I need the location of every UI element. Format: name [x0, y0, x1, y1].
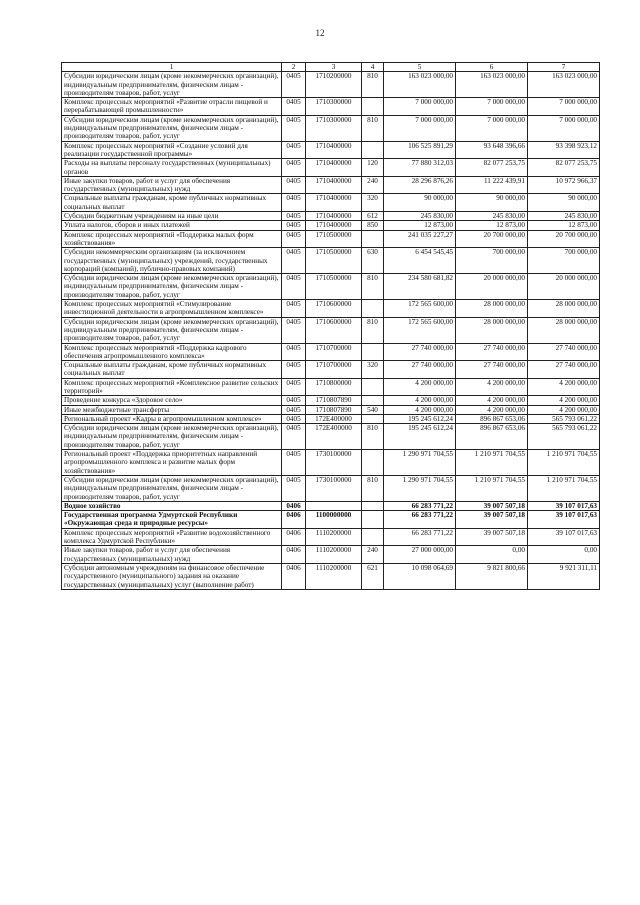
cell-y2: 896 867 653,06: [456, 414, 528, 423]
cell-y3: 163 023 000,00: [528, 72, 600, 98]
cell-y1: 10 098 064,69: [384, 563, 456, 589]
cell-csr: 1710807890: [306, 396, 362, 405]
cell-y3: 7 000 000,00: [528, 98, 600, 116]
cell-name: Субсидии юридическим лицам (кроме некоммерческих организаций), индивидуальным предпринимателям, физическим лицам - производителям товаров, работ, услуг: [62, 424, 282, 450]
cell-vr: [362, 98, 384, 116]
cell-sec: 0405: [282, 405, 306, 414]
cell-name: Водное хозяйство: [62, 501, 282, 510]
cell-name: Иные межбюджетные трансферты: [62, 405, 282, 414]
cell-y1: 1 290 971 704,55: [384, 475, 456, 501]
cell-name: Комплекс процессных мероприятий «Стимулирование инвестиционной деятельности в агропромышленном комплексе»: [62, 300, 282, 318]
cell-y3: 39 107 017,63: [528, 511, 600, 529]
cell-y1: 4 200 000,00: [384, 405, 456, 414]
cell-csr: 1710400000: [306, 194, 362, 212]
cell-y3: 20 000 000,00: [528, 274, 600, 300]
cell-name: Социальные выплаты гражданам, кроме публичных нормативных социальных выплат: [62, 361, 282, 379]
cell-vr: [362, 230, 384, 248]
cell-y2: 93 648 396,66: [456, 141, 528, 159]
header-row: [62, 63, 600, 72]
cell-y1: 27 740 000,00: [384, 361, 456, 379]
table-row: [62, 546, 600, 564]
cell-vr: 810: [362, 115, 384, 141]
table-row: [62, 98, 600, 116]
cell-y1: 7 000 000,00: [384, 98, 456, 116]
cell-sec: 0405: [282, 317, 306, 343]
cell-y1: 4 200 000,00: [384, 396, 456, 405]
cell-csr: 1710600000: [306, 300, 362, 318]
cell-y1: 6 454 545,45: [384, 248, 456, 274]
cell-vr: 320: [362, 361, 384, 379]
cell-sec: 0406: [282, 546, 306, 564]
cell-y2: 245 830,00: [456, 212, 528, 221]
cell-y2: 90 000,00: [456, 194, 528, 212]
cell-csr: 1710500000: [306, 230, 362, 248]
cell-y3: 20 700 000,00: [528, 230, 600, 248]
cell-y3: 1 210 971 704,55: [528, 450, 600, 476]
cell-csr: 172E400000: [306, 424, 362, 450]
cell-sec: 0405: [282, 274, 306, 300]
cell-y2: 4 200 000,00: [456, 378, 528, 396]
cell-sec: 0406: [282, 563, 306, 589]
cell-vr: [362, 528, 384, 546]
table-row: [62, 212, 600, 221]
cell-y1: 172 565 600,00: [384, 300, 456, 318]
cell-csr: 1710500000: [306, 248, 362, 274]
cell-csr: 1710800000: [306, 378, 362, 396]
cell-name: Иные закупки товаров, работ и услуг для обеспечения государственных (муниципальных) нужд: [62, 546, 282, 564]
cell-y3: 39 107 017,63: [528, 501, 600, 510]
cell-vr: 240: [362, 546, 384, 564]
cell-vr: 120: [362, 159, 384, 177]
cell-y2: 11 222 439,91: [456, 176, 528, 194]
table-row: [62, 396, 600, 405]
cell-csr: 1710700000: [306, 361, 362, 379]
cell-name: Социальные выплаты гражданам, кроме публичных нормативных социальных выплат: [62, 194, 282, 212]
table-row: [62, 159, 600, 177]
cell-name: Государственная программа Удмуртской Республики «Окружающая среда и природные ресурсы»: [62, 511, 282, 529]
cell-y1: 195 245 612,24: [384, 424, 456, 450]
cell-vr: [362, 396, 384, 405]
cell-vr: 540: [362, 405, 384, 414]
cell-y2: 896 867 653,06: [456, 424, 528, 450]
cell-name: Уплата налогов, сборов и иных платежей: [62, 221, 282, 230]
cell-y1: 163 023 000,00: [384, 72, 456, 98]
cell-y2: 9 821 800,66: [456, 563, 528, 589]
column-header: 6: [456, 63, 528, 72]
cell-name: Субсидии бюджетным учреждениям на иные цели: [62, 212, 282, 221]
cell-csr: 172E400000: [306, 414, 362, 423]
cell-vr: 612: [362, 212, 384, 221]
cell-vr: 850: [362, 221, 384, 230]
cell-y2: 20 700 000,00: [456, 230, 528, 248]
cell-name: Региональный проект «Поддержка приоритетных направлений агропромышленного комплекса и развитие малых форм хозяйствования»: [62, 450, 282, 476]
cell-y1: 245 830,00: [384, 212, 456, 221]
cell-y2: 7 000 000,00: [456, 98, 528, 116]
cell-y2: 1 210 971 704,55: [456, 450, 528, 476]
cell-y1: 234 580 681,82: [384, 274, 456, 300]
cell-csr: 1710400000: [306, 159, 362, 177]
cell-name: Субсидии юридическим лицам (кроме некоммерческих организаций), индивидуальным предпринимателям, физическим лицам - производителям товаров, работ, услуг: [62, 475, 282, 501]
cell-vr: [362, 343, 384, 361]
cell-sec: 0405: [282, 212, 306, 221]
cell-y3: 10 972 966,37: [528, 176, 600, 194]
cell-name: Комплекс процессных мероприятий «Комплексное развитие сельских территорий»: [62, 378, 282, 396]
table-row: [62, 414, 600, 423]
cell-name: Комплекс процессных мероприятий «Развитие отрасли пищевой и перерабатывающей промышленности»: [62, 98, 282, 116]
cell-csr: 1710400000: [306, 212, 362, 221]
cell-y3: 9 921 311,11: [528, 563, 600, 589]
cell-sec: 0405: [282, 396, 306, 405]
cell-csr: 1110200000: [306, 563, 362, 589]
cell-y3: 0,00: [528, 546, 600, 564]
cell-sec: 0405: [282, 343, 306, 361]
cell-csr: 1710400000: [306, 221, 362, 230]
cell-y3: 28 000 000,00: [528, 317, 600, 343]
cell-y3: 12 873,00: [528, 221, 600, 230]
cell-sec: 0406: [282, 511, 306, 529]
table-row: [62, 248, 600, 274]
cell-y2: 27 740 000,00: [456, 361, 528, 379]
cell-y1: 106 525 891,29: [384, 141, 456, 159]
cell-name: Иные закупки товаров, работ и услуг для обеспечения государственных (муниципальных) нужд: [62, 176, 282, 194]
cell-y2: 39 007 507,18: [456, 528, 528, 546]
cell-name: Комплекс процессных мероприятий «Развитие водохозяйственного комплекса Удмуртской Республики»: [62, 528, 282, 546]
cell-y2: 12 873,00: [456, 221, 528, 230]
cell-name: Комплекс процессных мероприятий «Поддержка малых форм хозяйствования»: [62, 230, 282, 248]
cell-y3: 39 107 017,63: [528, 528, 600, 546]
column-header: 4: [362, 63, 384, 72]
cell-name: Субсидии юридическим лицам (кроме некоммерческих организаций), индивидуальным предпринимателям, физическим лицам - производителям товаров, работ, услуг: [62, 317, 282, 343]
table-row: [62, 317, 600, 343]
cell-y3: 245 830,00: [528, 212, 600, 221]
table-row: [62, 115, 600, 141]
cell-vr: 621: [362, 563, 384, 589]
cell-csr: 1710200000: [306, 72, 362, 98]
cell-sec: 0405: [282, 424, 306, 450]
cell-csr: 1710400000: [306, 176, 362, 194]
cell-y3: 7 000 000,00: [528, 115, 600, 141]
cell-csr: 1710300000: [306, 115, 362, 141]
table-row: [62, 176, 600, 194]
table-row: [62, 274, 600, 300]
table-row: [62, 221, 600, 230]
cell-csr: 1710300000: [306, 98, 362, 116]
table-row: [62, 501, 600, 510]
cell-y3: 27 740 000,00: [528, 343, 600, 361]
cell-y1: 66 283 771,22: [384, 501, 456, 510]
cell-csr: 1100000000: [306, 511, 362, 529]
cell-y3: 565 793 061,22: [528, 424, 600, 450]
table-row: [62, 378, 600, 396]
cell-sec: 0406: [282, 528, 306, 546]
column-header: 7: [528, 63, 600, 72]
cell-sec: 0406: [282, 501, 306, 510]
cell-name: Субсидии юридическим лицам (кроме некоммерческих организаций), индивидуальным предпринимателям, физическим лицам - производителям товаров, работ, услуг: [62, 72, 282, 98]
cell-y3: 1 210 971 704,55: [528, 475, 600, 501]
cell-y2: 1 210 971 704,55: [456, 475, 528, 501]
cell-y1: 195 245 612,24: [384, 414, 456, 423]
cell-vr: 630: [362, 248, 384, 274]
cell-vr: [362, 414, 384, 423]
cell-y2: 20 000 000,00: [456, 274, 528, 300]
cell-vr: 810: [362, 72, 384, 98]
cell-sec: 0405: [282, 98, 306, 116]
cell-csr: 1710700000: [306, 343, 362, 361]
cell-y3: 28 000 000,00: [528, 300, 600, 318]
cell-vr: [362, 378, 384, 396]
cell-name: Субсидии юридическим лицам (кроме некоммерческих организаций), индивидуальным предпринимателям, физическим лицам - производителям товаров, работ, услуг: [62, 274, 282, 300]
cell-y2: 7 000 000,00: [456, 115, 528, 141]
cell-name: Субсидии автономным учреждениям на финансовое обеспечение государственного (муниципального) задания на оказание государственных (муниципальных) услуг (выполнение работ): [62, 563, 282, 589]
cell-vr: 810: [362, 274, 384, 300]
cell-name: Расходы на выплаты персоналу государственных (муниципальных) органов: [62, 159, 282, 177]
cell-vr: 320: [362, 194, 384, 212]
cell-y2: 82 077 253,75: [456, 159, 528, 177]
cell-y1: 66 283 771,22: [384, 528, 456, 546]
cell-y2: 27 740 000,00: [456, 343, 528, 361]
cell-y3: 93 398 923,12: [528, 141, 600, 159]
cell-y1: 90 000,00: [384, 194, 456, 212]
cell-vr: [362, 501, 384, 510]
cell-y2: 28 000 000,00: [456, 300, 528, 318]
cell-csr: 1110200000: [306, 546, 362, 564]
cell-y1: 28 296 876,26: [384, 176, 456, 194]
cell-sec: 0405: [282, 300, 306, 318]
table-row: [62, 194, 600, 212]
cell-csr: 1710807890: [306, 405, 362, 414]
column-header: 3: [306, 63, 362, 72]
cell-vr: 240: [362, 176, 384, 194]
cell-sec: 0405: [282, 221, 306, 230]
cell-y3: 82 077 253,75: [528, 159, 600, 177]
cell-sec: 0405: [282, 194, 306, 212]
cell-sec: 0405: [282, 115, 306, 141]
cell-y3: 4 200 000,00: [528, 396, 600, 405]
cell-y3: 90 000,00: [528, 194, 600, 212]
cell-y1: 27 740 000,00: [384, 343, 456, 361]
cell-csr: 1710500000: [306, 274, 362, 300]
cell-y3: 4 200 000,00: [528, 405, 600, 414]
table-row: [62, 528, 600, 546]
cell-y1: 7 000 000,00: [384, 115, 456, 141]
table-row: [62, 361, 600, 379]
cell-y2: 28 000 000,00: [456, 317, 528, 343]
table-row: [62, 405, 600, 414]
cell-vr: [362, 300, 384, 318]
table-row: [62, 141, 600, 159]
cell-sec: 0405: [282, 72, 306, 98]
cell-csr: 1110200000: [306, 528, 362, 546]
cell-sec: 0405: [282, 248, 306, 274]
table-row: [62, 343, 600, 361]
cell-y3: 27 740 000,00: [528, 361, 600, 379]
table-row: [62, 450, 600, 476]
column-header: 2: [282, 63, 306, 72]
cell-sec: 0405: [282, 141, 306, 159]
cell-y2: 4 200 000,00: [456, 405, 528, 414]
cell-name: Комплекс процессных мероприятий «Создание условий для реализации государственной программы»: [62, 141, 282, 159]
cell-name: Субсидии юридическим лицам (кроме некоммерческих организаций), индивидуальным предпринимателям, физическим лицам - производителям товаров, работ, услуг: [62, 115, 282, 141]
cell-name: Субсидии некоммерческим организациям (за исключением государственных (муниципальных) учреждений, государственных корпораций (компаний), публично-правовых компаний): [62, 248, 282, 274]
cell-y1: 77 880 312,03: [384, 159, 456, 177]
cell-y1: 27 000 000,00: [384, 546, 456, 564]
column-header: 1: [62, 63, 282, 72]
table-row: [62, 300, 600, 318]
cell-csr: 1730100000: [306, 450, 362, 476]
cell-sec: 0405: [282, 176, 306, 194]
cell-vr: 810: [362, 317, 384, 343]
cell-y1: 12 873,00: [384, 221, 456, 230]
cell-csr: 1710400000: [306, 141, 362, 159]
cell-sec: 0405: [282, 475, 306, 501]
cell-vr: [362, 511, 384, 529]
cell-y3: 565 793 061,22: [528, 414, 600, 423]
cell-y2: 700 000,00: [456, 248, 528, 274]
cell-csr: 1730100000: [306, 475, 362, 501]
table-row: [62, 563, 600, 589]
cell-sec: 0405: [282, 361, 306, 379]
table-row: [62, 230, 600, 248]
cell-vr: 810: [362, 475, 384, 501]
cell-y1: 66 283 771,22: [384, 511, 456, 529]
table-row: [62, 511, 600, 529]
cell-y2: 163 023 000,00: [456, 72, 528, 98]
cell-sec: 0405: [282, 378, 306, 396]
table-row: [62, 424, 600, 450]
cell-y3: 700 000,00: [528, 248, 600, 274]
cell-name: Региональный проект «Кадры в агропромышленном комплексе»: [62, 414, 282, 423]
cell-name: Проведение конкурса «Здоровое село»: [62, 396, 282, 405]
cell-y1: 4 200 000,00: [384, 378, 456, 396]
cell-y1: 172 565 600,00: [384, 317, 456, 343]
cell-csr: 1710600000: [306, 317, 362, 343]
cell-sec: 0405: [282, 414, 306, 423]
cell-vr: [362, 450, 384, 476]
cell-name: Комплекс процессных мероприятий «Поддержка кадрового обеспечения агропромышленного комплекса»: [62, 343, 282, 361]
cell-y2: 39 007 507,18: [456, 511, 528, 529]
cell-csr: [306, 501, 362, 510]
cell-vr: 810: [362, 424, 384, 450]
page-number: 12: [315, 28, 325, 38]
cell-sec: 0405: [282, 230, 306, 248]
cell-y3: 4 200 000,00: [528, 378, 600, 396]
cell-sec: 0405: [282, 159, 306, 177]
cell-y2: 39 007 507,18: [456, 501, 528, 510]
column-header: 5: [384, 63, 456, 72]
table-row: [62, 72, 600, 98]
cell-y1: 241 035 227,27: [384, 230, 456, 248]
budget-table: [61, 62, 600, 590]
cell-y1: 1 290 971 704,55: [384, 450, 456, 476]
cell-y2: 4 200 000,00: [456, 396, 528, 405]
cell-sec: 0405: [282, 450, 306, 476]
table-row: [62, 475, 600, 501]
cell-y2: 0,00: [456, 546, 528, 564]
cell-vr: [362, 141, 384, 159]
